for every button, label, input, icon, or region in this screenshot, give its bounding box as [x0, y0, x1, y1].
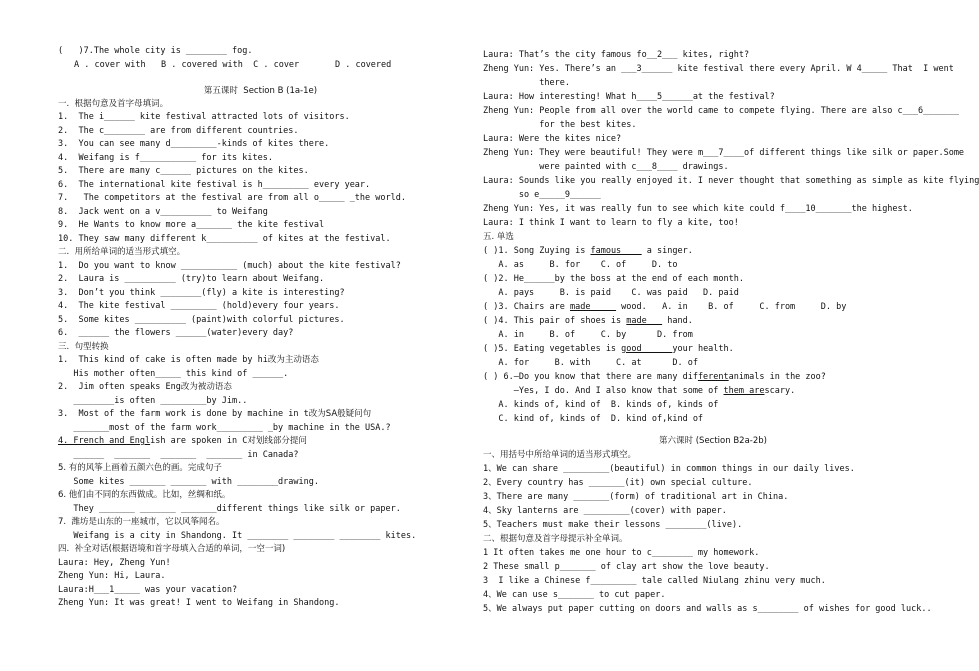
choice-options: A. pays B. is paid C. was paid D. paid [483, 288, 739, 298]
dialogue-line: Zheng Yun: It was great! I went to Weifang in Shandong. [58, 598, 340, 608]
part6-2-title: 二、根据句意及首字母提示补全单词。 [483, 534, 628, 544]
list-item: 4. Weifang is f___________ for its kites. [58, 152, 273, 163]
list-item: 3、There are many _______(form) of traditional art in China. [483, 492, 789, 502]
part2-title: 二. 用所给单词的适当形式填空。 [58, 247, 186, 257]
list-item: 6. The international kite festival is h_________ every year. [58, 179, 371, 190]
question-7: ( )7.The whole city is ________ fog. [58, 46, 253, 56]
choice-question: ( )1. Song Zuying is famous a singer. [483, 246, 693, 256]
dialogue-line: Zheng Yun: Yes, it was really fun to see which kite could f____10_______the highest. [483, 204, 913, 214]
list-item: 3. You can see many d_________-kinds of kites there. [58, 139, 330, 149]
part3-title: 三. 句型转换 [58, 341, 109, 352]
section-title: 第六课时 (Section B2a-2b) [659, 436, 767, 446]
translate-item-7-answer: Weifang is a city in Shandong. It ________ ________ ________ kites. [58, 530, 417, 541]
list-item: 8. Jack went on a v__________ to Weifang [58, 206, 268, 217]
transform-item-1: 1. This kind of cake is often made by hi改为主动语态 [58, 355, 319, 365]
part4-title: 四. 补全对话(根据语境和首字母填入合适的单词，一空一词) [58, 544, 286, 554]
choice-options: C. kind of, kinds of D. kind of,kind of [483, 414, 704, 424]
dialogue-line: were painted with c___8____ drawings. [483, 162, 729, 172]
translate-item-6: 6. 他们由不同的东西做成。比如，丝绸和纸。 [58, 490, 231, 500]
list-item: 5、Teachers must make their lessons ________(live). [483, 520, 743, 530]
question-7-options: A . cover with B . covered with C . cover D . covered [74, 60, 392, 70]
list-item: 4. The kite festival _________ (hold)every four years. [58, 301, 340, 311]
translate-item-6-answer: They _______ _______ _______different things like silk or paper. [58, 503, 401, 514]
list-item: 7. The competitors at the festival are from all o_____ _the world. [58, 193, 406, 203]
choice-question: ( )5. Eating vegetables is good your health. [483, 344, 734, 354]
dialogue-line: Laura: Were the kites nice? [483, 134, 622, 144]
translate-item-5: 5. 有的风筝上画着五颜六色的画。完成句子 [58, 463, 222, 473]
list-item: 1 It often takes me one hour to c________ my homework. [483, 548, 760, 558]
list-item: 1. Do you want to know ___________ (much) about the kite festival? [58, 260, 401, 271]
list-item: 4、Sky lanterns are _________(cover) with paper. [483, 506, 727, 516]
dialogue-line: Laura: That’s the city famous fo__2___ kites, right? [483, 50, 750, 60]
list-item: 1. The i______ kite festival attracted lots of visitors. [58, 112, 350, 122]
choice-question: ( ) 6.—Do you know that there are many differentanimals in the zoo? [483, 372, 826, 382]
translate-item-7: 7. 潍坊是山东的一座城市，它以风筝闻名。 [58, 517, 225, 527]
dialogue-line: Zheng Yun: They were beautiful! They were m___7____of different things like silk or paper.Some [483, 148, 965, 158]
list-item: 5. Some kites __________ (paint)with colorful pictures. [58, 314, 345, 325]
part5-title: 五. 单选 [483, 232, 514, 242]
list-item: 2、Every country has _______(it) own special culture. [483, 478, 753, 488]
choice-options: A. as B. for C. of D. to [483, 260, 678, 270]
dialogue-line: Zheng Yun: Yes. There’s an ___3______ kite festival there every April. W 4_____ That I went [483, 64, 954, 74]
transform-item-2-answer: ________is often _________by Jim.. [58, 395, 248, 406]
transform-item-4-answer: ______ _______ _______ _______ in Canada? [58, 449, 299, 460]
transform-item-3: 3. Most of the farm work is done by machine in t改为SA般疑问句 [58, 409, 372, 419]
transform-item-4: 4. French and English are spoken in C对划线部分提问 [58, 436, 307, 446]
list-item: 2 These small p_______ of clay art show the love beauty. [483, 562, 770, 572]
section-title: 第五课时 Section B (1a-1e) [203, 86, 318, 96]
dialogue-line: Laura:H___1_____ was your vacation? [58, 584, 238, 595]
choice-question: ( )2. He______by the boss at the end of each month. [483, 274, 745, 284]
transform-item-2: 2. Jim often speaks Eng改为被动语态 [58, 382, 232, 392]
dialogue-line: Zheng Yun: People from all over the world came to compete flying. There are also c___6_______ [483, 106, 959, 116]
list-item: 5、We always put paper cutting on doors and walls as s________ of wishes for good luck.. [483, 604, 932, 614]
dialogue-line: there. [483, 78, 570, 88]
choice-options: A. kinds of, kind of B. kinds of, kinds of [483, 400, 719, 410]
choice-question: ( )3. Chairs are made wood. A. in B. of C. from D. by [483, 302, 847, 312]
dialogue-line: Laura: Hey, Zheng Yun! [58, 557, 171, 568]
list-item: 2. The c________ are from different countries. [58, 125, 299, 136]
transform-item-1-answer: His mother often_____ this kind of ______. [58, 368, 289, 379]
dialogue-line: Laura: Sounds like you really enjoyed it. I never thought that something as simple as kite flying [483, 176, 979, 186]
list-item: 4、We can use s_______ to cut paper. [483, 590, 666, 600]
list-item: 3 I like a Chinese f_________ tale called Niulang zhinu very much. [483, 576, 826, 586]
list-item: 3. Don’t you think ________(fly) a kite is interesting? [58, 287, 345, 298]
dialogue-line: so e_____9______ [483, 190, 601, 200]
dialogue-line: Laura: How interesting! What h____5______at the festival? [483, 92, 775, 102]
choice-question: ( )4. This pair of shoes is made hand. [483, 316, 693, 326]
part1-title: 一. 根据句意及首字母填词。 [58, 99, 169, 109]
choice-options: A. for B. with C. at D. of [483, 358, 698, 368]
list-item: 2. Laura is __________ (try)to learn about Weifang. [58, 274, 325, 284]
choice-question: —Yes, I do. And I also know that some of them arescary. [483, 386, 796, 396]
translate-item-5-answer: Some kites _______ _______ with ________drawing. [58, 476, 319, 487]
list-item: 6. ______ the flowers ______(water)every day? [58, 328, 294, 338]
transform-item-3-answer: _______most of the farm work_________ _by machine in the USA.? [58, 422, 391, 433]
dialogue-line: Laura: I think I want to learn to fly a kite, too! [483, 218, 739, 228]
dialogue-line: for the best kites. [483, 120, 637, 130]
list-item: 9. He Wants to know more a_______ the kite festival [58, 220, 325, 230]
list-item: 10. They saw many different k__________ of kites at the festival. [58, 233, 391, 244]
part6-1-title: 一、用括号中所给单词的适当形式填空。 [483, 450, 637, 460]
dialogue-line: Zheng Yun: Hi, Laura. [58, 571, 166, 581]
list-item: 5. There are many c______ pictures on the kites. [58, 166, 309, 176]
choice-options: A. in B. of C. by D. from [483, 330, 693, 340]
list-item: 1、We can share _________(beautiful) in common things in our daily lives. [483, 464, 855, 474]
